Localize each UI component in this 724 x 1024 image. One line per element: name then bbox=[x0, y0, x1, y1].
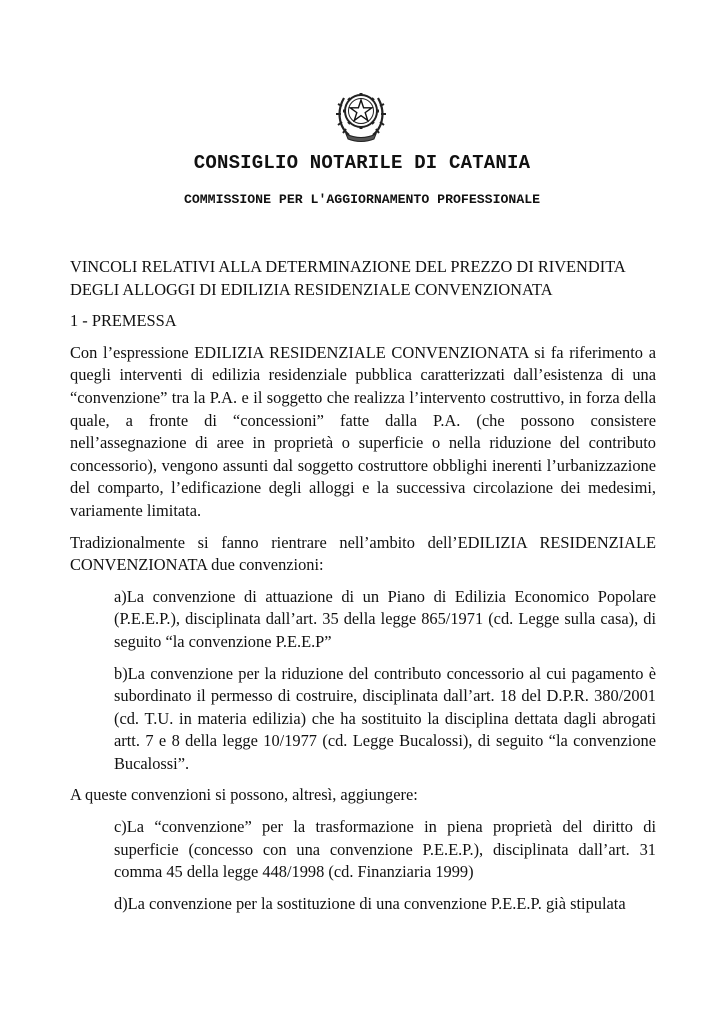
paragraph-intro: Con l’espressione EDILIZIA RESIDENZIALE CONVENZIONATA si fa riferimento a quegli interventi di edilizia residenziale pubblica caratterizzati dall’esistenza di una “convenzione” tra la P.A. e il soggetto che realizza l’intervento costruttivo, in forza della quale, a fronte di “concessioni” fatte dalla P.A. (che possono consistere nell’assegnazione di aree in proprietà o superficie o nella riduzione del contributo concessorio), vengono assunti dal soggetto costruttore obblighi inerenti l’urbanizzazione del comparto, l’edificazione degli alloggi e la successiva circolazione dei medesimi, variamente limitata. bbox=[70, 342, 656, 520]
list-item-c: c)La “convenzione” per la trasformazione in piena proprietà del diritto di superficie (concesso con una convenzione P.E.E.P.), disciplinata dall’art. 31 comma 45 della legge 448/1998 (cd. Finanziaria 1999) bbox=[114, 817, 656, 882]
paragraph-additional: A queste convenzioni si possono, altresì, aggiungere: bbox=[70, 785, 418, 805]
list-item-b: b)La convenzione per la riduzione del contributo concessorio al cui pagamento è subordinato il permesso di costruire, disciplinata dall’art. 18 del D.P.R. 380/2001 (cd. T.U. in materia edilizia) che ha sostituito la disciplina dettata dagli abrogati artt. 7 e 8 della legge 10/1977 (cd. Legge Bucalossi), di seguito “la convenzione Bucalossi”. bbox=[114, 663, 656, 773]
list-item-a: a)La convenzione di attuazione di un Piano di Edilizia Economico Popolare (P.E.E.P.), disciplinata dall’art. 35 della legge 865/1971 (cd. Legge sulla casa), di seguito “la convenzione P.E.E.P” bbox=[114, 586, 656, 651]
section-title: 1 - PREMESSA bbox=[70, 311, 177, 331]
page-subtitle: COMMISSIONE PER L'AGGIORNAMENTO PROFESSIONALE bbox=[183, 192, 541, 207]
paragraph-conventions: Tradizionalmente si fanno rientrare nell’ambito dell’EDILIZIA RESIDENZIALE CONVENZIONATA due convenzioni: bbox=[70, 532, 656, 575]
document-heading: VINCOLI RELATIVI ALLA DETERMINAZIONE DEL PREZZO DI RIVENDITA DEGLI ALLOGGI DI EDILIZIA RESIDENZIALE CONVENZIONATA bbox=[70, 257, 625, 299]
list-item-d: d)La convenzione per la sostituzione di una convenzione P.E.E.P. già stipulata bbox=[114, 893, 626, 913]
document-body bbox=[70, 256, 656, 924]
italian-republic-emblem-icon bbox=[334, 84, 388, 142]
page-title: CONSIGLIO NOTARILE DI CATANIA bbox=[193, 152, 531, 174]
